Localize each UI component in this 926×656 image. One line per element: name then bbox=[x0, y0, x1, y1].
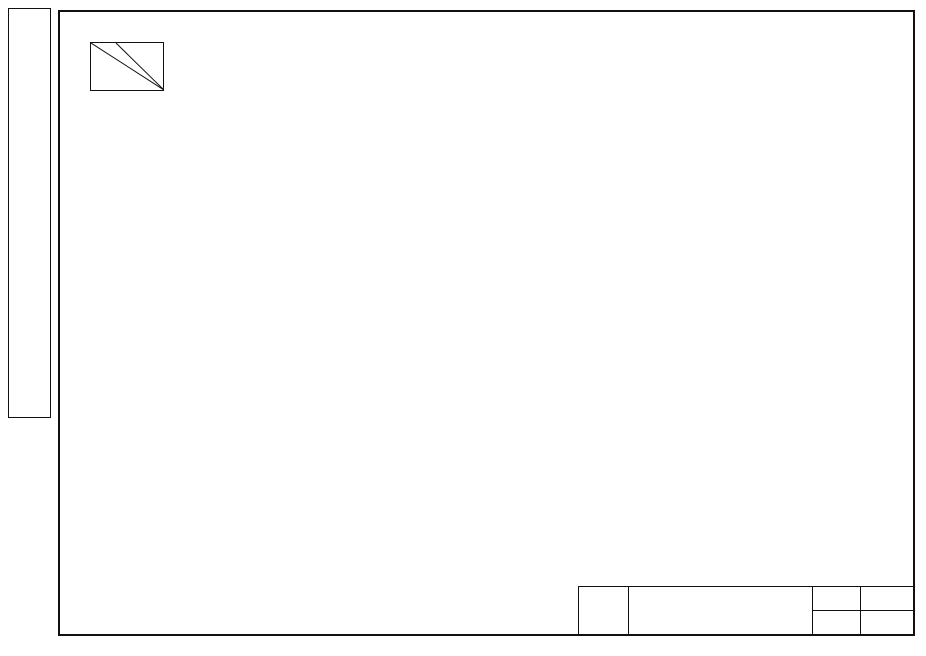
title-block-page-value bbox=[861, 611, 913, 635]
diagonal-lines bbox=[91, 43, 164, 90]
header-corner bbox=[91, 43, 164, 91]
title-block-atlas-value bbox=[861, 587, 913, 611]
drawing-frame bbox=[58, 10, 915, 636]
title-block-page-label bbox=[813, 611, 861, 635]
selection-table bbox=[90, 42, 879, 91]
title-block-atlas-label bbox=[813, 587, 861, 611]
signature-strip bbox=[8, 8, 51, 418]
title-block-name-label bbox=[579, 587, 629, 635]
title-block bbox=[578, 586, 914, 636]
title-block-name-value bbox=[629, 587, 813, 635]
table-header-row bbox=[91, 43, 879, 91]
